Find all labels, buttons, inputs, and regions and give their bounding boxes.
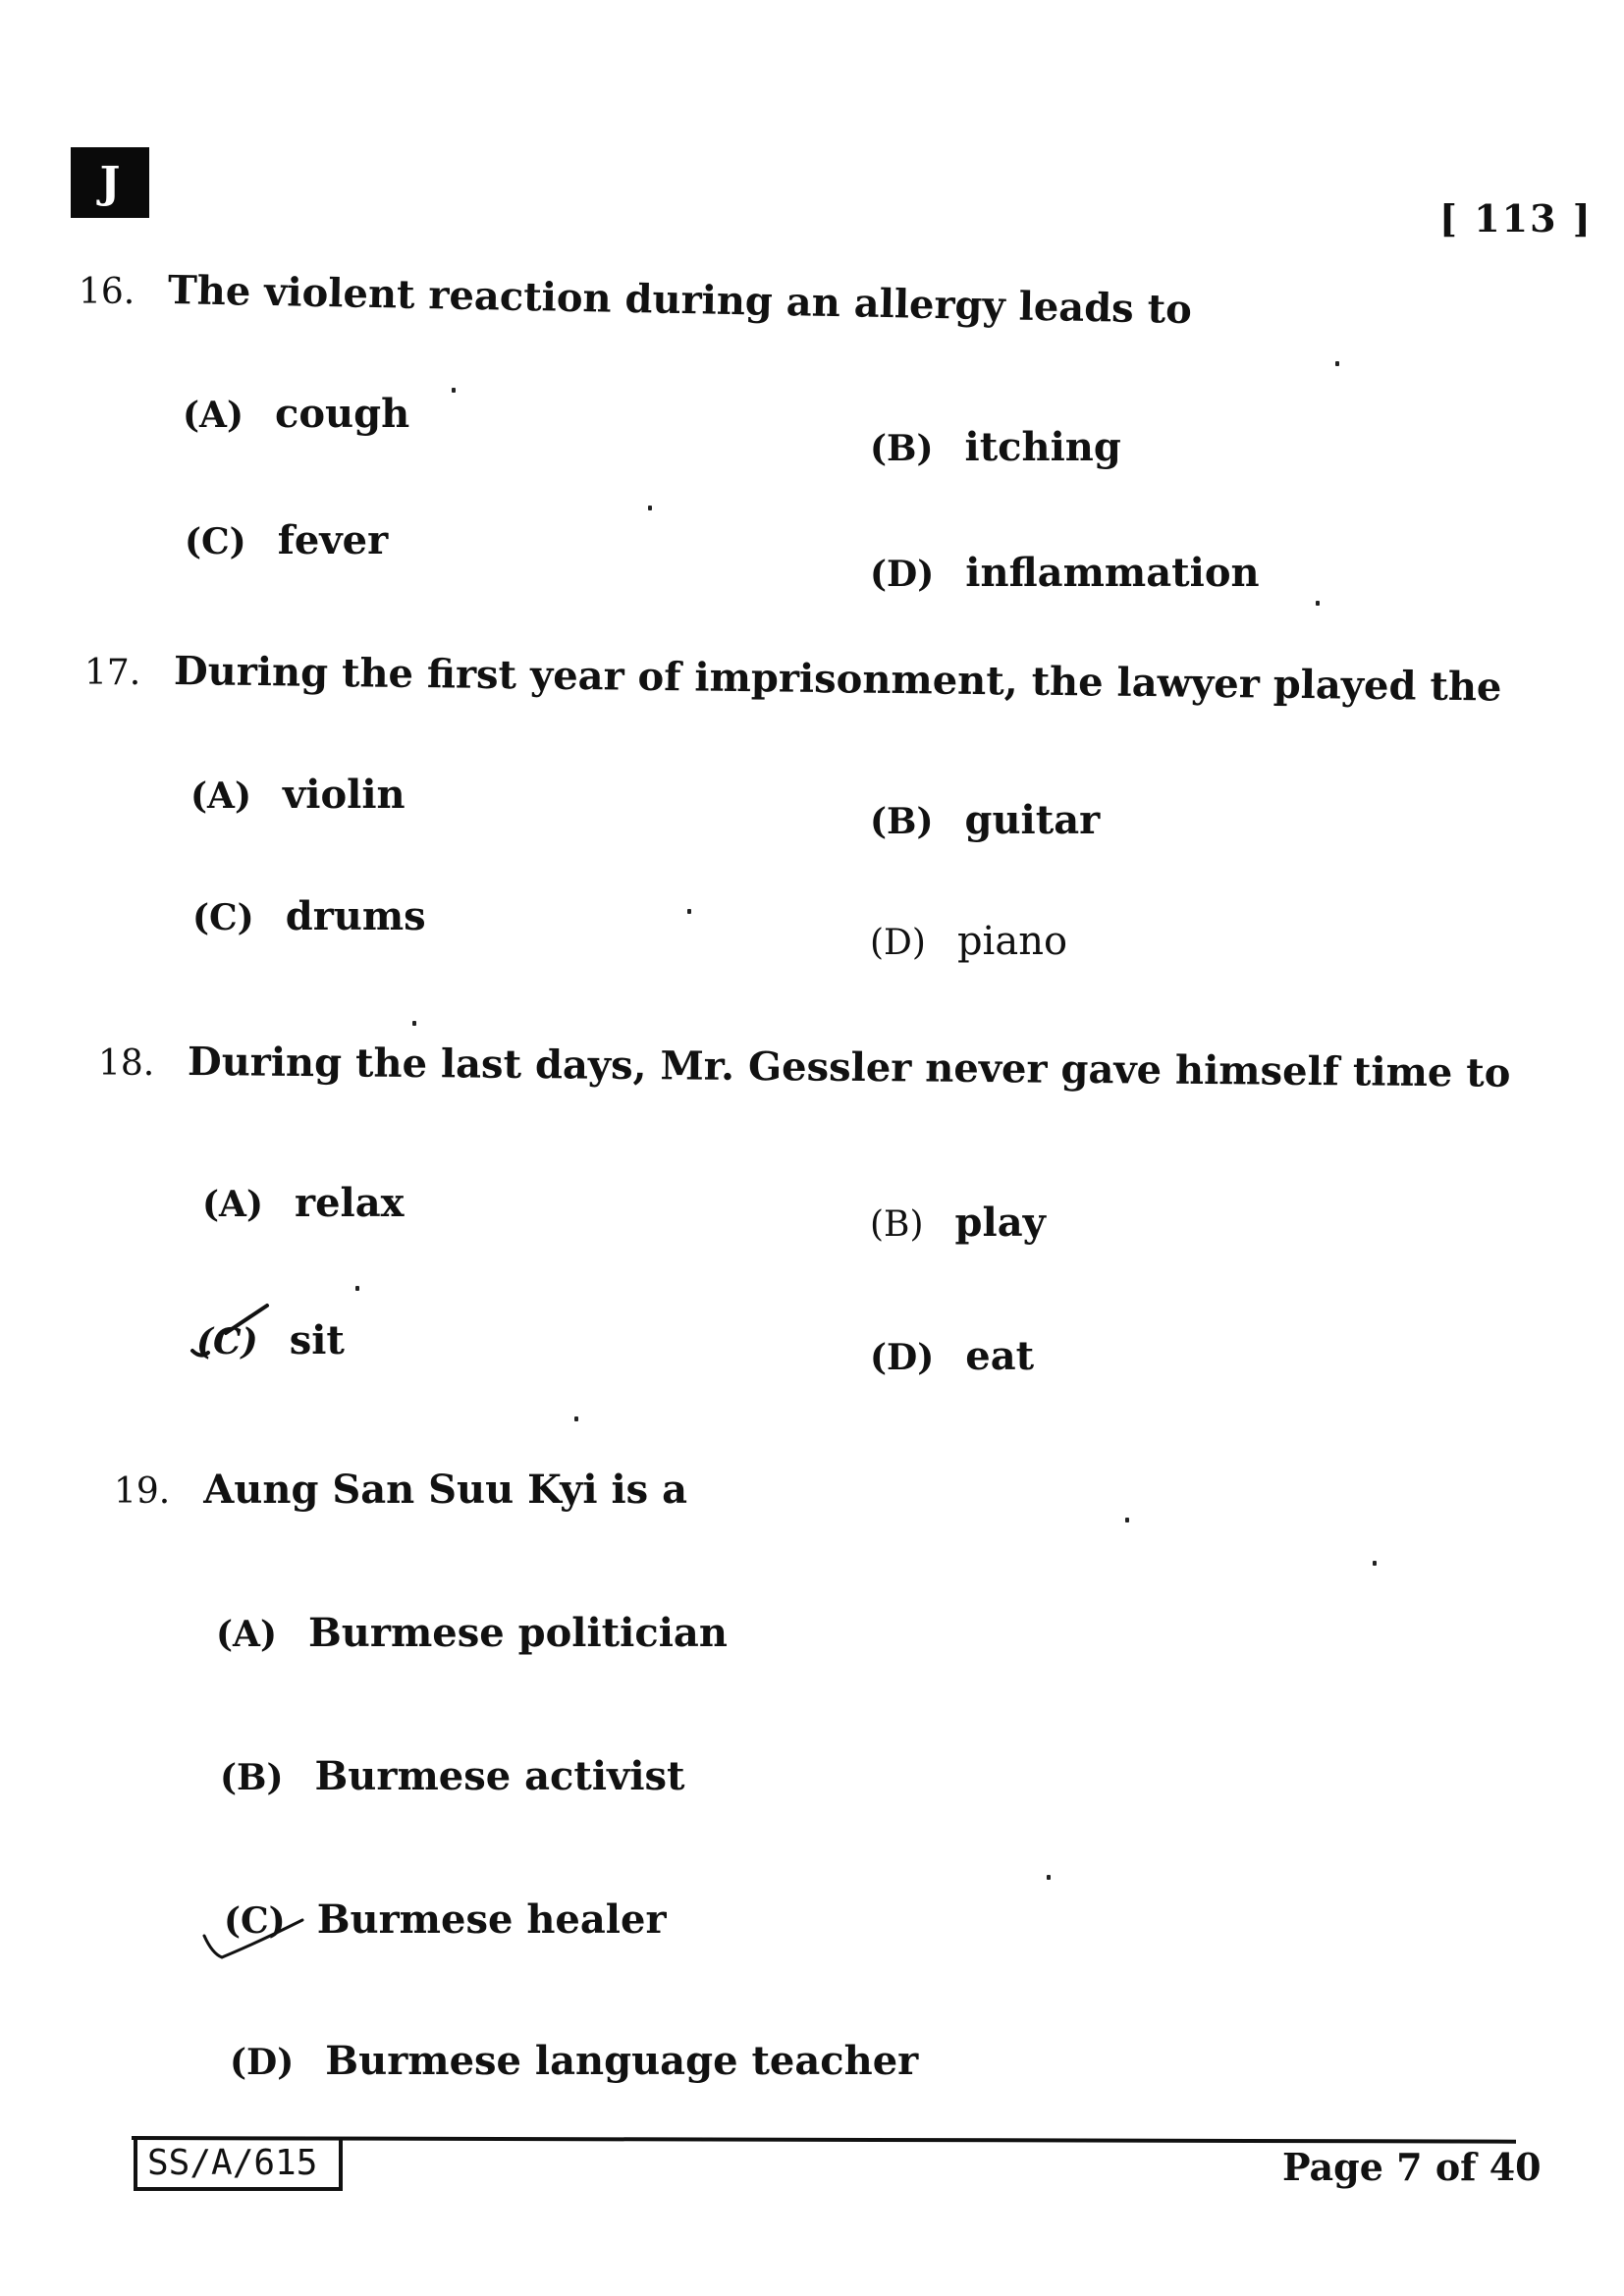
option-text: drums [285, 893, 426, 939]
option-17-d[interactable] [870, 919, 1067, 964]
option-label: (B) [870, 428, 934, 469]
option-18-c[interactable] [196, 1317, 345, 1363]
option-text: piano [956, 919, 1068, 964]
option-18-b[interactable] [870, 1200, 1046, 1246]
scan-speck [1316, 601, 1320, 606]
question-text: The violent reaction during an allergy leads to [167, 267, 1193, 334]
option-17-a[interactable] [190, 772, 406, 818]
option-18-d[interactable] [870, 1333, 1034, 1379]
question-number: 16. [79, 272, 135, 312]
option-label: (C) [224, 1900, 286, 1942]
option-19-b[interactable] [220, 1753, 685, 1799]
option-label: (C) [192, 897, 254, 938]
question-number: 18. [98, 1043, 155, 1084]
scan-speck [412, 1021, 416, 1026]
option-19-d[interactable] [230, 2038, 918, 2084]
option-17-b[interactable] [870, 797, 1100, 843]
question-18 [98, 1039, 1511, 1096]
question-number: 19. [114, 1471, 171, 1512]
option-text: cough [275, 391, 410, 437]
option-16-d[interactable] [870, 550, 1260, 596]
option-label: (D) [870, 923, 926, 963]
option-label: (C) [196, 1321, 258, 1362]
option-label: (D) [870, 1337, 935, 1378]
option-19-c[interactable] [224, 1896, 667, 1943]
option-18-a[interactable] [202, 1180, 404, 1226]
question-text: During the first year of imprisonment, the lawyer played the [173, 648, 1502, 711]
scan-speck [1047, 1875, 1051, 1880]
set-code-badge: J [71, 147, 149, 218]
scan-speck [574, 1416, 578, 1421]
option-text: inflammation [965, 550, 1260, 596]
option-label: (A) [190, 775, 251, 817]
option-label: (C) [185, 521, 246, 562]
question-19 [114, 1467, 687, 1513]
option-label: (B) [870, 801, 934, 842]
option-label: (D) [870, 554, 935, 595]
option-text: itching [964, 424, 1121, 470]
option-16-c[interactable] [185, 517, 388, 563]
option-label: (A) [183, 395, 244, 436]
option-text: Burmese language teacher [325, 2038, 919, 2084]
option-text: play [954, 1200, 1046, 1246]
question-text: Aung San Suu Kyi is a [203, 1467, 688, 1513]
option-19-a[interactable] [216, 1610, 728, 1656]
scan-speck [648, 506, 652, 510]
scan-speck [355, 1286, 359, 1291]
booklet-code: [ 113 ] [1439, 196, 1593, 240]
option-text: Burmese healer [316, 1896, 667, 1943]
option-text: relax [295, 1180, 405, 1226]
option-text: violin [283, 772, 406, 818]
scan-speck [1125, 1518, 1129, 1522]
option-text: eat [965, 1333, 1035, 1379]
option-label: (B) [870, 1204, 924, 1245]
option-16-b[interactable] [870, 424, 1121, 470]
option-label: (A) [216, 1614, 277, 1655]
question-16 [79, 267, 1193, 334]
option-text: Burmese activist [314, 1753, 685, 1799]
paper-code: SS/A/615 [134, 2140, 343, 2191]
scan-speck [1335, 361, 1339, 366]
option-16-a[interactable] [183, 391, 409, 437]
option-text: guitar [964, 797, 1101, 843]
scan-speck [687, 909, 691, 914]
question-text: During the last days, Mr. Gessler never gave himself time to [188, 1039, 1511, 1096]
option-label: (B) [220, 1757, 284, 1798]
page-indicator: Page 7 of 40 [1282, 2145, 1542, 2189]
option-17-c[interactable] [192, 893, 426, 939]
scan-speck [1373, 1561, 1377, 1566]
option-label: (A) [202, 1184, 263, 1225]
option-text: sit [289, 1317, 345, 1363]
option-text: Burmese politician [308, 1610, 728, 1656]
scan-speck [452, 388, 456, 393]
question-17 [84, 648, 1502, 711]
option-label: (D) [230, 2042, 295, 2083]
question-number: 17. [84, 653, 141, 693]
option-text: fever [277, 517, 389, 563]
